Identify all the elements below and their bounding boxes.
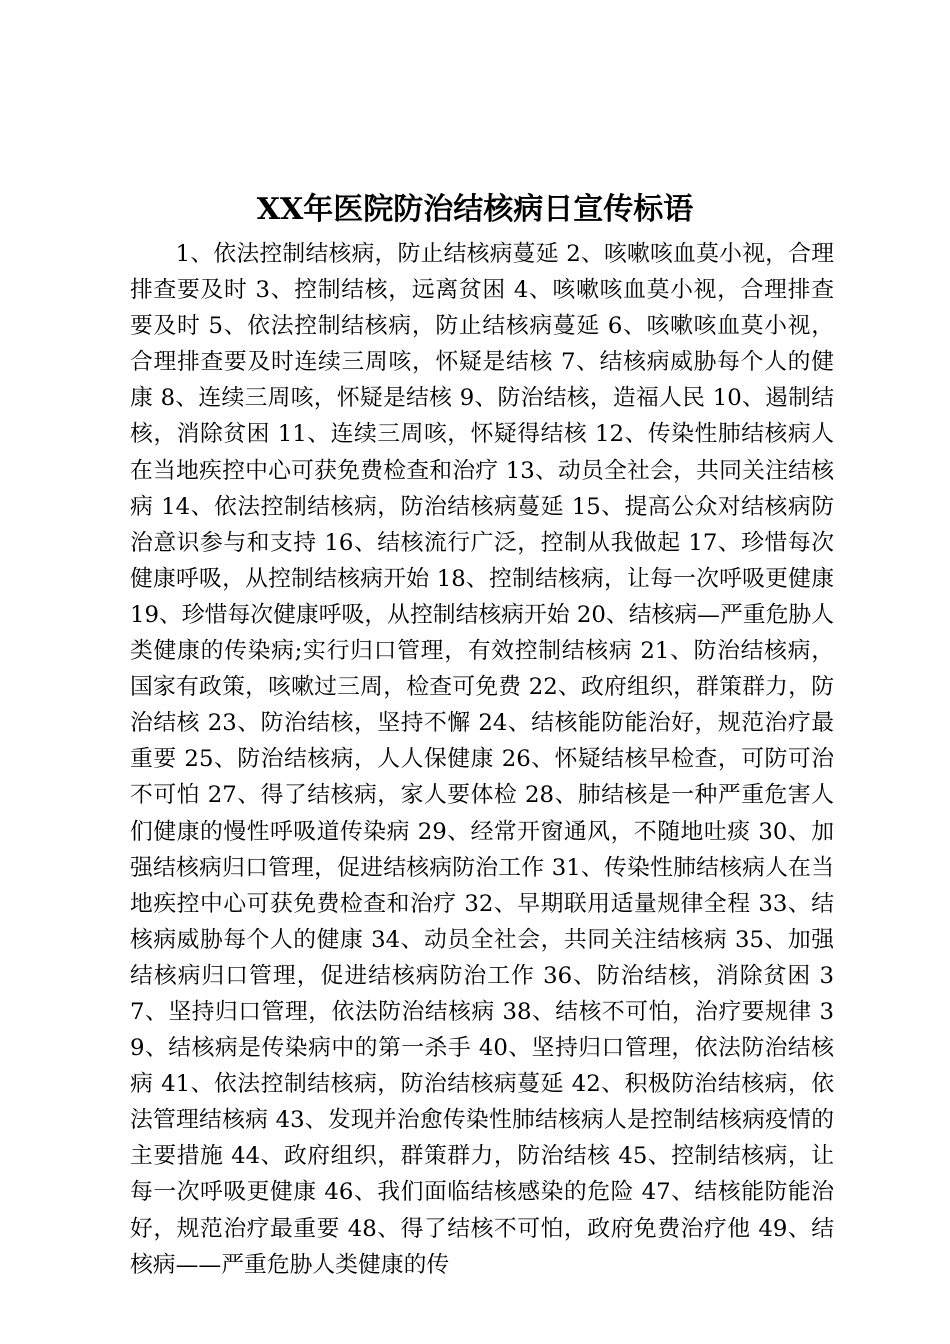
document-body-paragraph: 1、依法控制结核病，防止结核病蔓延 2、咳嗽咳血莫小视，合理排查要及时 3、控制结核，远离贫困 4、咳嗽咳血莫小视，合理排查要及时 5、依法控制结核病，防止结核病蔓延 6、咳嗽咳血莫小视，合理排查要及时连续三周咳，怀疑是结核 7、结核病威胁每个人的健康 8、连续三周咳，怀疑是结核 9、防治结核，造福人民 10、遏制结核，消除贫困 11、连续三周咳，怀疑得结核 12、传染性肺结核病人在当地疾控中心可获免费检查和治疗 13、动员全社会，共同关注结核病 14、依法控制结核病，防治结核病蔓延 15、提高公众对结核病防治意识参与和支持 16、结核流行广泛，控制从我做起 17、珍惜每次健康呼吸，从控制结核病开始 18、控制结核病，让每一次呼吸更健康 19、珍惜每次健康呼吸，从控制结核病开始 20、结核病—严重危胁人类健康的传染病;实行归口管理，有效控制结核病 21、防治结核病，国家有政策，咳嗽过三周，检查可免费 22、政府组织，群策群力，防治结核 23、防治结核，坚持不懈 24、结核能防能治好，规范治疗最重要 25、防治结核病，人人保健康 26、怀疑结核早检查，可防可治不可怕 27、得了结核病，家人要体检 28、肺结核是一种严重危害人们健康的慢性呼吸道传染病 29、经常开窗通风，不随地吐痰 30、加强结核病归口管理，促进结核病防治工作 31、传染性肺结核病人在当地疾控中心可获免费检查和治疗 32、早期联用适量规律全程 33、结核病威胁每个人的健康 34、动员全社会，共同关注结核病 35、加强结核病归口管理，促进结核病防治工作 36、防治结核，消除贫困 37、坚持归口管理，依法防治结核病 38、结核不可怕，治疗要规律 39、结核病是传染病中的第一杀手 40、坚持归口管理，依法防治结核病 41、依法控制结核病，防治结核病蔓延 42、积极防治结核病，依法管理结核病 43、发现并治愈传染性肺结核病人是控制结核病疫情的主要措施 44、政府组织，群策群力，防治结核 45、控制结核病，让每一次呼吸更健康 46、我们面临结核感染的危险 47、结核能防能治好，规范治疗最重要 48、得了结核不可怕，政府免费治疗他 49、结核病——严重危胁人类健康的传 bbox=[130, 241, 834, 1278]
document-title: XX年医院防治结核病日宣传标语 bbox=[256, 192, 694, 227]
